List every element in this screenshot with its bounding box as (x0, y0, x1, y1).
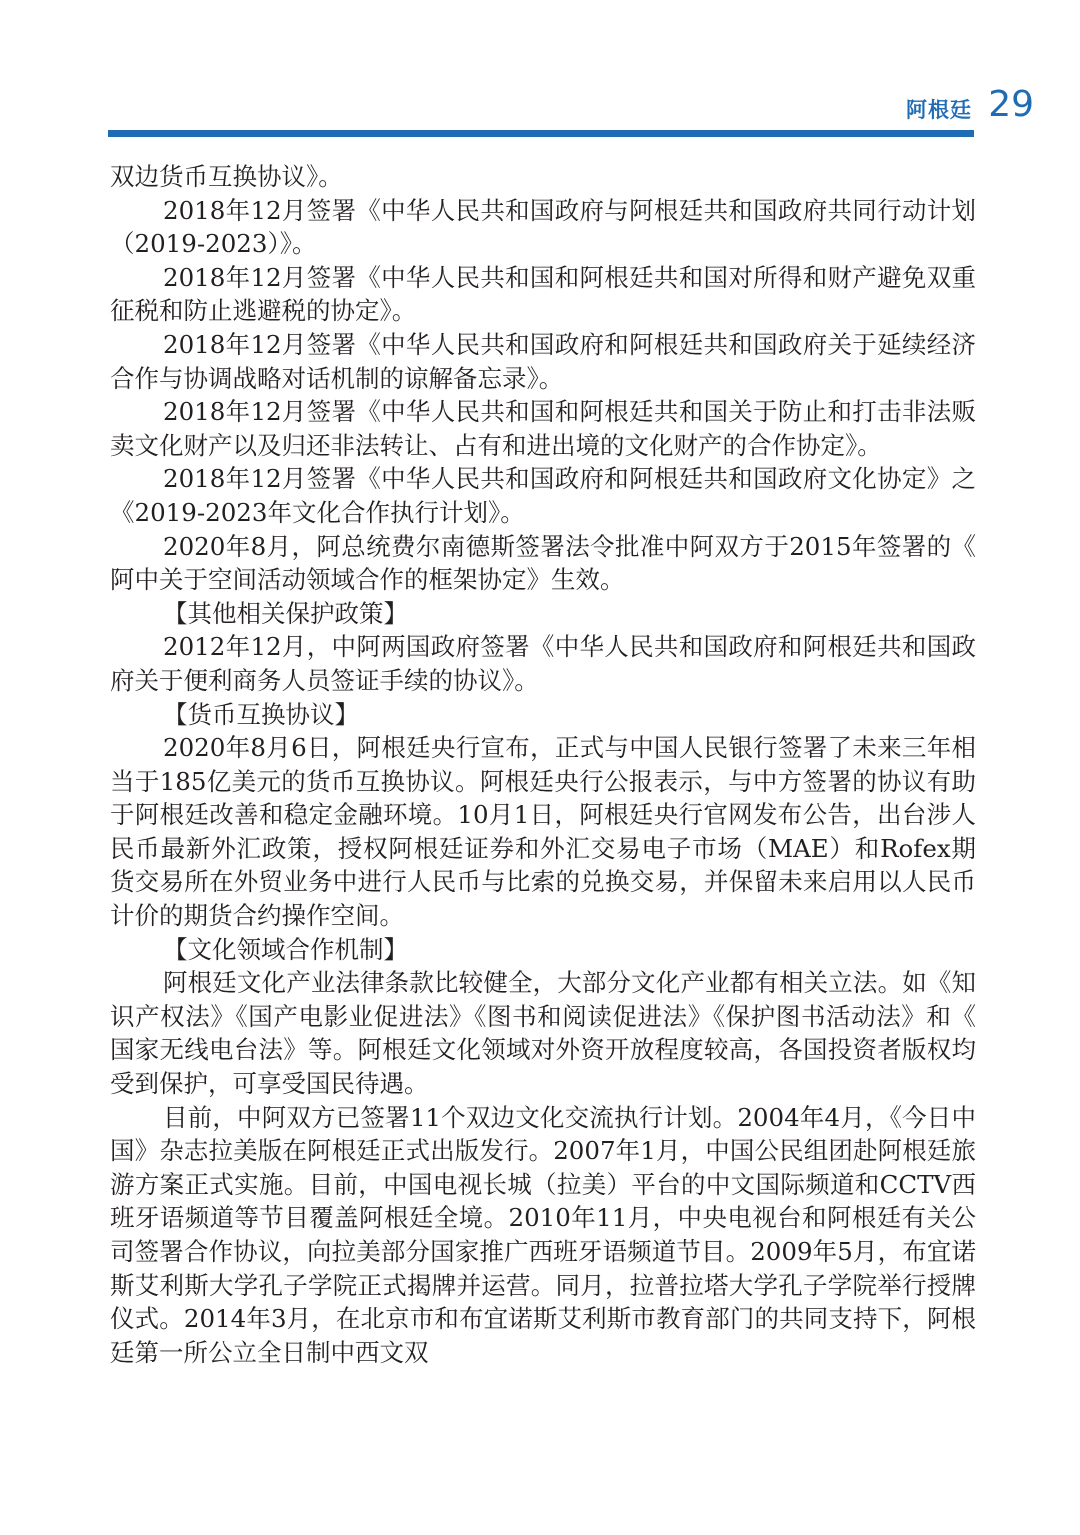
paragraph: 阿根廷文化产业法律条款比较健全，大部分文化产业都有相关立法。如《知识产权法》《国产电影业促进法》《图书和阅读促进法》《保护图书活动法》和《国家无线电台法》等。阿根廷文化领域对外资开放程度较高，各国投资者版权均受到保护，可享受国民待遇。 (110, 968, 976, 1099)
paragraph: 目前，中阿双方已签署11个双边文化交流执行计划。2004年4月，《今日中国》杂志拉美版在阿根廷正式出版发行。2007年1月，中国公民组团赴阿根廷旅游方案正式实施。目前，中国电视长城（拉美）平台的中文国际频道和CCTV西班牙语频道等节目覆盖阿根廷全境。2010年11月，中央电视台和阿根廷有关公司签署合作协议，向拉美部分国家推广西班牙语频道节目。2009年5月，布宜诺斯艾利斯大学孔子学院正式揭牌并运营。同月，拉普拉塔大学孔子学院举行授牌仪式。2014年3月，在北京市和布宜诺斯艾利斯市教育部门的共同支持下，阿根廷第一所公立全日制中西文双 (110, 1102, 976, 1367)
header-rule (108, 130, 974, 137)
section-heading: 【其他相关保护政策】 (163, 598, 408, 628)
paragraph: 2018年12月签署《中华人民共和国政府和阿根廷共和国政府文化协定》之《2019-2023年文化合作执行计划》。 (110, 464, 976, 527)
body-text (110, 160, 976, 1369)
paragraph: 双边货币互换协议》。 (110, 162, 343, 191)
page-number: 29 (988, 84, 1034, 125)
paragraph: 2020年8月，阿总统费尔南德斯签署法令批准中阿双方于2015年签署的《阿中关于空间活动领域合作的框架协定》生效。 (110, 531, 976, 595)
paragraph: 2018年12月签署《中华人民共和国和阿根廷共和国对所得和财产避免双重征税和防止逃避税的协定》。 (110, 262, 976, 326)
paragraph: 2018年12月签署《中华人民共和国政府和阿根廷共和国政府关于延续经济合作与协调战略对话机制的谅解备忘录》。 (110, 329, 976, 393)
paragraph: 2012年12月，中阿两国政府签署《中华人民共和国政府和阿根廷共和国政府关于便利商务人员签证手续的协议》。 (110, 632, 976, 695)
section-heading: 【货币互换协议】 (163, 699, 359, 729)
section-heading: 【文化领域合作机制】 (163, 934, 408, 964)
paragraph: 2018年12月签署《中华人民共和国政府与阿根廷共和国政府共同行动计划（2019-2023）》。 (110, 195, 976, 259)
header-title: 阿根廷 (906, 98, 972, 122)
paragraph: 2020年8月6日，阿根廷央行宣布，正式与中国人民银行签署了未来三年相当于185亿美元的货币互换协议。阿根廷央行公报表示，与中方签署的协议有助于阿根廷改善和稳定金融环境。10月1日，阿根廷央行官网发布公告，出台涉人民币最新外汇政策，授权阿根廷证券和外汇交易电子市场（MAE）和Rofex期货交易所在外贸业务中进行人民币与比索的兑换交易，并保留未来启用以人民币计价的期货合约操作空间。 (110, 733, 976, 931)
page-header (0, 0, 1080, 140)
paragraph: 2018年12月签署《中华人民共和国和阿根廷共和国关于防止和打击非法贩卖文化财产以及归还非法转让、占有和进出境的文化财产的合作协定》。 (110, 397, 976, 460)
